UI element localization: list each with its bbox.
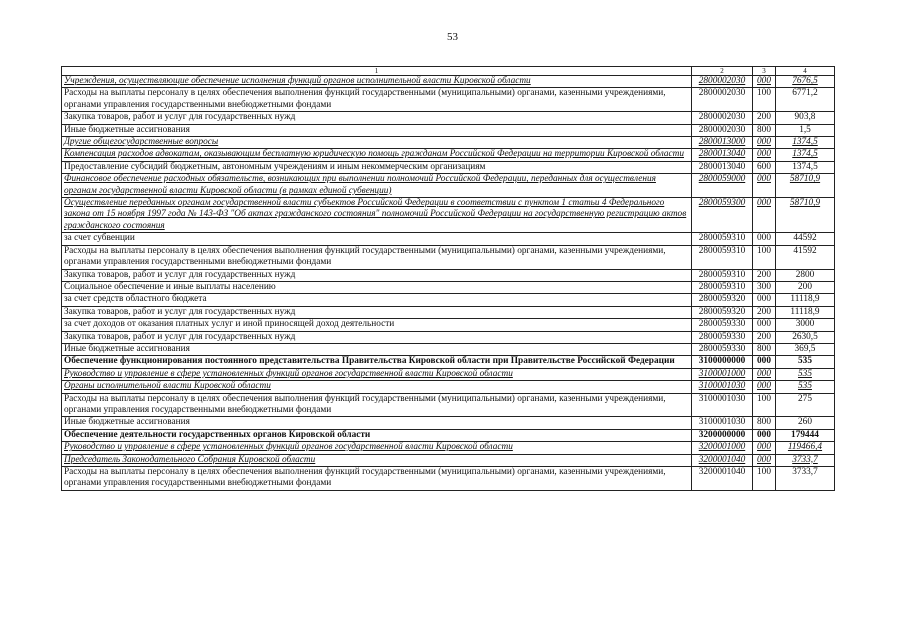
row-name-cell: Обеспечение функционирования постоянного представительства Правительства Кировской области при Правительстве Российской Федерации (62, 356, 692, 368)
row-expense-type-cell: 800 (753, 124, 776, 136)
row-expense-type-cell: 000 (753, 442, 776, 454)
table-row (62, 393, 835, 417)
row-name-cell: за счет доходов от оказания платных услуг и иной приносящей доход деятельности (62, 319, 692, 331)
row-amount-cell: 58710,9 (776, 174, 835, 198)
row-expense-type-cell: 200 (753, 331, 776, 343)
table-row (62, 306, 835, 318)
budget-table (61, 66, 835, 491)
row-name-cell: Другие общегосударственные вопросы (62, 137, 692, 149)
row-code-cell: 2800002030 (692, 76, 753, 88)
row-amount-cell: 200 (776, 281, 835, 293)
row-amount-cell: 1374,5 (776, 137, 835, 149)
table-row (62, 454, 835, 466)
table-row (62, 319, 835, 331)
row-name-cell: Расходы на выплаты персоналу в целях обеспечения выполнения функций государственными (муниципальными) органами, казенными учреждениями, органами управления государственными внебюджетными фондами (62, 88, 692, 112)
table-row (62, 343, 835, 355)
row-expense-type-cell: 000 (753, 137, 776, 149)
row-name-cell: Иные бюджетные ассигнования (62, 124, 692, 136)
row-amount-cell: 119466,4 (776, 442, 835, 454)
table-row (62, 149, 835, 161)
row-amount-cell: 275 (776, 393, 835, 417)
table-row (62, 356, 835, 368)
row-code-cell: 2800059330 (692, 331, 753, 343)
row-expense-type-cell: 800 (753, 343, 776, 355)
row-amount-cell: 11118,9 (776, 294, 835, 306)
column-header-amount: 4 (776, 67, 835, 76)
row-amount-cell: 3733,7 (776, 467, 835, 491)
row-amount-cell: 535 (776, 356, 835, 368)
row-name-cell: за счет субвенции (62, 233, 692, 245)
row-amount-cell: 11118,9 (776, 306, 835, 318)
row-amount-cell: 535 (776, 368, 835, 380)
row-code-cell: 3100001030 (692, 393, 753, 417)
row-code-cell: 3200000000 (692, 429, 753, 441)
table-row (62, 269, 835, 281)
table-row (62, 331, 835, 343)
table-row (62, 381, 835, 393)
row-code-cell: 3100001030 (692, 417, 753, 429)
row-name-cell: Осуществление переданных органам государственной власти субъектов Российской Федерации в соответствии с пунктом 1 статьи 4 Федерального закона от 15 ноября 1997 года № 143-ФЗ "Об актах гражданского состояния" полномочий Российской Федерации на государственную регистрацию актов гражданского состояния (62, 198, 692, 233)
row-amount-cell: 41592 (776, 245, 835, 269)
table-row (62, 137, 835, 149)
row-code-cell: 2800059320 (692, 306, 753, 318)
table-row (62, 281, 835, 293)
row-code-cell: 3200001000 (692, 442, 753, 454)
table-row (62, 368, 835, 380)
row-expense-type-cell: 300 (753, 281, 776, 293)
row-expense-type-cell: 000 (753, 233, 776, 245)
row-amount-cell: 260 (776, 417, 835, 429)
column-header-name: 1 (62, 67, 692, 76)
row-amount-cell: 3733,7 (776, 454, 835, 466)
row-name-cell: Руководство и управление в сфере установленных функций органов государственной власти Кировской области (62, 442, 692, 454)
row-code-cell: 2800059320 (692, 294, 753, 306)
row-amount-cell: 7676,5 (776, 76, 835, 88)
row-name-cell: Иные бюджетные ассигнования (62, 343, 692, 355)
row-name-cell: Закупка товаров, работ и услуг для государственных нужд (62, 306, 692, 318)
row-name-cell: за счет средств областного бюджета (62, 294, 692, 306)
row-amount-cell: 2630,5 (776, 331, 835, 343)
row-code-cell: 2800013000 (692, 137, 753, 149)
row-expense-type-cell: 000 (753, 198, 776, 233)
table-row (62, 233, 835, 245)
table-row (62, 294, 835, 306)
row-expense-type-cell: 000 (753, 149, 776, 161)
row-expense-type-cell: 600 (753, 161, 776, 173)
row-code-cell: 3100000000 (692, 356, 753, 368)
row-code-cell: 2800002030 (692, 124, 753, 136)
row-amount-cell: 1374,5 (776, 149, 835, 161)
table-row (62, 442, 835, 454)
row-name-cell: Закупка товаров, работ и услуг для государственных нужд (62, 331, 692, 343)
row-code-cell: 2800013040 (692, 149, 753, 161)
row-amount-cell: 1374,5 (776, 161, 835, 173)
row-code-cell: 3200001040 (692, 467, 753, 491)
table-row (62, 76, 835, 88)
row-expense-type-cell: 200 (753, 306, 776, 318)
row-expense-type-cell: 200 (753, 112, 776, 124)
row-expense-type-cell: 000 (753, 356, 776, 368)
page-number: 53 (447, 31, 458, 43)
row-name-cell: Иные бюджетные ассигнования (62, 417, 692, 429)
row-expense-type-cell: 100 (753, 88, 776, 112)
row-expense-type-cell: 100 (753, 393, 776, 417)
row-code-cell: 2800002030 (692, 88, 753, 112)
row-code-cell: 2800059310 (692, 269, 753, 281)
row-code-cell: 2800059330 (692, 319, 753, 331)
row-code-cell: 3100001000 (692, 368, 753, 380)
row-amount-cell: 2800 (776, 269, 835, 281)
row-code-cell: 2800059000 (692, 174, 753, 198)
row-expense-type-cell: 000 (753, 429, 776, 441)
table-row (62, 417, 835, 429)
row-expense-type-cell: 800 (753, 417, 776, 429)
row-amount-cell: 58710,9 (776, 198, 835, 233)
row-expense-type-cell: 100 (753, 245, 776, 269)
row-code-cell: 3100001030 (692, 381, 753, 393)
row-name-cell: Предоставление субсидий бюджетным, автономным учреждениям и иным некоммерческим организациям (62, 161, 692, 173)
row-expense-type-cell: 100 (753, 467, 776, 491)
column-header-code: 2 (692, 67, 753, 76)
row-name-cell: Расходы на выплаты персоналу в целях обеспечения выполнения функций государственными (муниципальными) органами, казенными учреждениями, органами управления государственными внебюджетными фондами (62, 467, 692, 491)
table-row (62, 88, 835, 112)
row-expense-type-cell: 000 (753, 319, 776, 331)
table-row (62, 174, 835, 198)
row-name-cell: Закупка товаров, работ и услуг для государственных нужд (62, 112, 692, 124)
row-name-cell: Расходы на выплаты персоналу в целях обеспечения выполнения функций государственными (муниципальными) органами, казенными учреждениями, органами управления государственными внебюджетными фондами (62, 245, 692, 269)
row-expense-type-cell: 000 (753, 454, 776, 466)
table-header-row (62, 67, 835, 76)
row-amount-cell: 3000 (776, 319, 835, 331)
table-row (62, 467, 835, 491)
column-header-expense-type: 3 (753, 67, 776, 76)
row-expense-type-cell: 200 (753, 269, 776, 281)
row-amount-cell: 369,5 (776, 343, 835, 355)
row-name-cell: Учреждения, осуществляющие обеспечение исполнения функций органов исполнительной власти Кировской области (62, 76, 692, 88)
row-name-cell: Финансовое обеспечение расходных обязательств, возникающих при выполнении полномочий Российской Федерации, переданных для осуществления органам государственной власти Кировской области (в рамках единой субвенции) (62, 174, 692, 198)
row-amount-cell: 6771,2 (776, 88, 835, 112)
row-code-cell: 2800013040 (692, 161, 753, 173)
row-name-cell: Социальное обеспечение и иные выплаты населению (62, 281, 692, 293)
row-name-cell: Компенсация расходов адвокатам, оказывающим бесплатную юридическую помощь гражданам Российской Федерации на территории Кировской области (62, 149, 692, 161)
table-row (62, 161, 835, 173)
table-row (62, 245, 835, 269)
row-amount-cell: 179444 (776, 429, 835, 441)
table-row (62, 198, 835, 233)
table-row (62, 112, 835, 124)
row-code-cell: 2800059330 (692, 343, 753, 355)
row-amount-cell: 535 (776, 381, 835, 393)
row-code-cell: 2800059310 (692, 233, 753, 245)
row-name-cell: Органы исполнительной власти Кировской области (62, 381, 692, 393)
row-name-cell: Расходы на выплаты персоналу в целях обеспечения выполнения функций государственными (муниципальными) органами, казенными учреждениями, органами управления государственными внебюджетными фондами (62, 393, 692, 417)
row-code-cell: 2800002030 (692, 112, 753, 124)
table-row (62, 429, 835, 441)
row-code-cell: 2800059310 (692, 245, 753, 269)
row-code-cell: 3200001040 (692, 454, 753, 466)
row-amount-cell: 1,5 (776, 124, 835, 136)
row-name-cell: Обеспечение деятельности государственных органов Кировской области (62, 429, 692, 441)
row-code-cell: 2800059300 (692, 198, 753, 233)
row-expense-type-cell: 000 (753, 368, 776, 380)
row-expense-type-cell: 000 (753, 294, 776, 306)
row-amount-cell: 903,8 (776, 112, 835, 124)
row-expense-type-cell: 000 (753, 174, 776, 198)
row-name-cell: Закупка товаров, работ и услуг для государственных нужд (62, 269, 692, 281)
row-expense-type-cell: 000 (753, 76, 776, 88)
row-code-cell: 2800059310 (692, 281, 753, 293)
row-amount-cell: 44592 (776, 233, 835, 245)
row-expense-type-cell: 000 (753, 381, 776, 393)
row-name-cell: Руководство и управление в сфере установленных функций органов государственной власти Кировской области (62, 368, 692, 380)
table-row (62, 124, 835, 136)
row-name-cell: Председатель Законодательного Собрания Кировской области (62, 454, 692, 466)
